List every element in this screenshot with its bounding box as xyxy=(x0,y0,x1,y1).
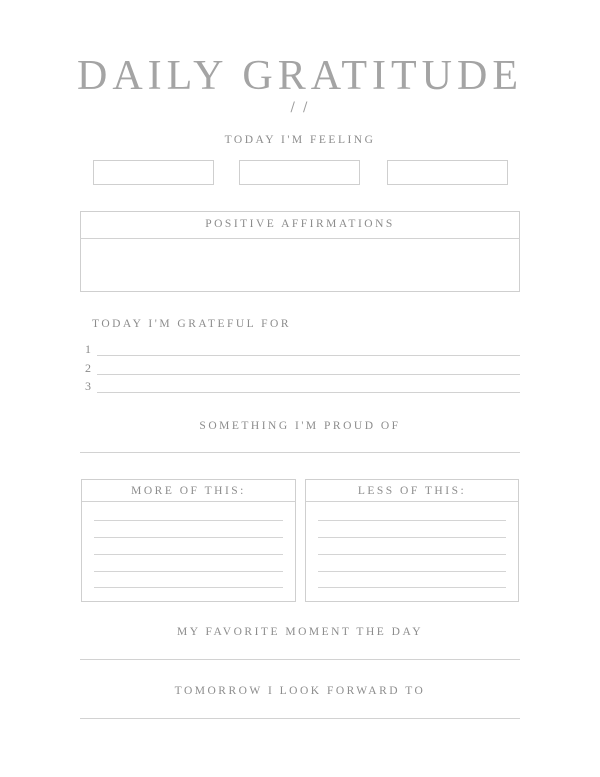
less-of-this-label: LESS OF THIS: xyxy=(357,485,467,497)
more-of-this-line-4[interactable] xyxy=(94,571,283,572)
more-of-this-header-divider xyxy=(82,501,295,502)
more-of-this-label: MORE OF THIS: xyxy=(131,485,246,497)
feeling-box-3[interactable] xyxy=(387,160,508,185)
date-field[interactable]: / / xyxy=(290,100,310,115)
tomorrow-line[interactable] xyxy=(80,718,520,719)
tomorrow-label: TOMORROW I LOOK FORWARD TO xyxy=(174,685,426,697)
proud-label: SOMETHING I'M PROUD OF xyxy=(199,420,401,432)
less-of-this-line-5[interactable] xyxy=(318,587,506,588)
more-of-this-line-5[interactable] xyxy=(94,587,283,588)
less-of-this-header-divider xyxy=(306,501,518,502)
grateful-line-2[interactable] xyxy=(97,374,520,375)
feeling-box-2[interactable] xyxy=(239,160,360,185)
grateful-line-1[interactable] xyxy=(97,355,520,356)
less-of-this-line-3[interactable] xyxy=(318,554,506,555)
favorite-moment-line[interactable] xyxy=(80,659,520,660)
grateful-number-1: 1 xyxy=(85,342,91,356)
feeling-box-1[interactable] xyxy=(93,160,214,185)
page-title: DAILY GRATITUDE xyxy=(76,53,523,99)
affirmations-header-divider xyxy=(80,238,520,239)
grateful-number-2: 2 xyxy=(85,361,91,375)
more-of-this-line-3[interactable] xyxy=(94,554,283,555)
feeling-label: TODAY I'M FEELING xyxy=(224,134,376,146)
less-of-this-box xyxy=(305,479,519,602)
more-of-this-line-1[interactable] xyxy=(94,520,283,521)
grateful-label: TODAY I'M GRATEFUL FOR xyxy=(92,318,292,330)
less-of-this-line-2[interactable] xyxy=(318,537,506,538)
affirmations-label: POSITIVE AFFIRMATIONS xyxy=(205,218,395,230)
less-of-this-line-4[interactable] xyxy=(318,571,506,572)
grateful-line-3[interactable] xyxy=(97,392,520,393)
more-of-this-line-2[interactable] xyxy=(94,537,283,538)
proud-line[interactable] xyxy=(80,452,520,453)
more-of-this-box xyxy=(81,479,296,602)
grateful-number-3: 3 xyxy=(85,379,91,393)
less-of-this-line-1[interactable] xyxy=(318,520,506,521)
favorite-moment-label: MY FAVORITE MOMENT THE DAY xyxy=(176,626,424,638)
